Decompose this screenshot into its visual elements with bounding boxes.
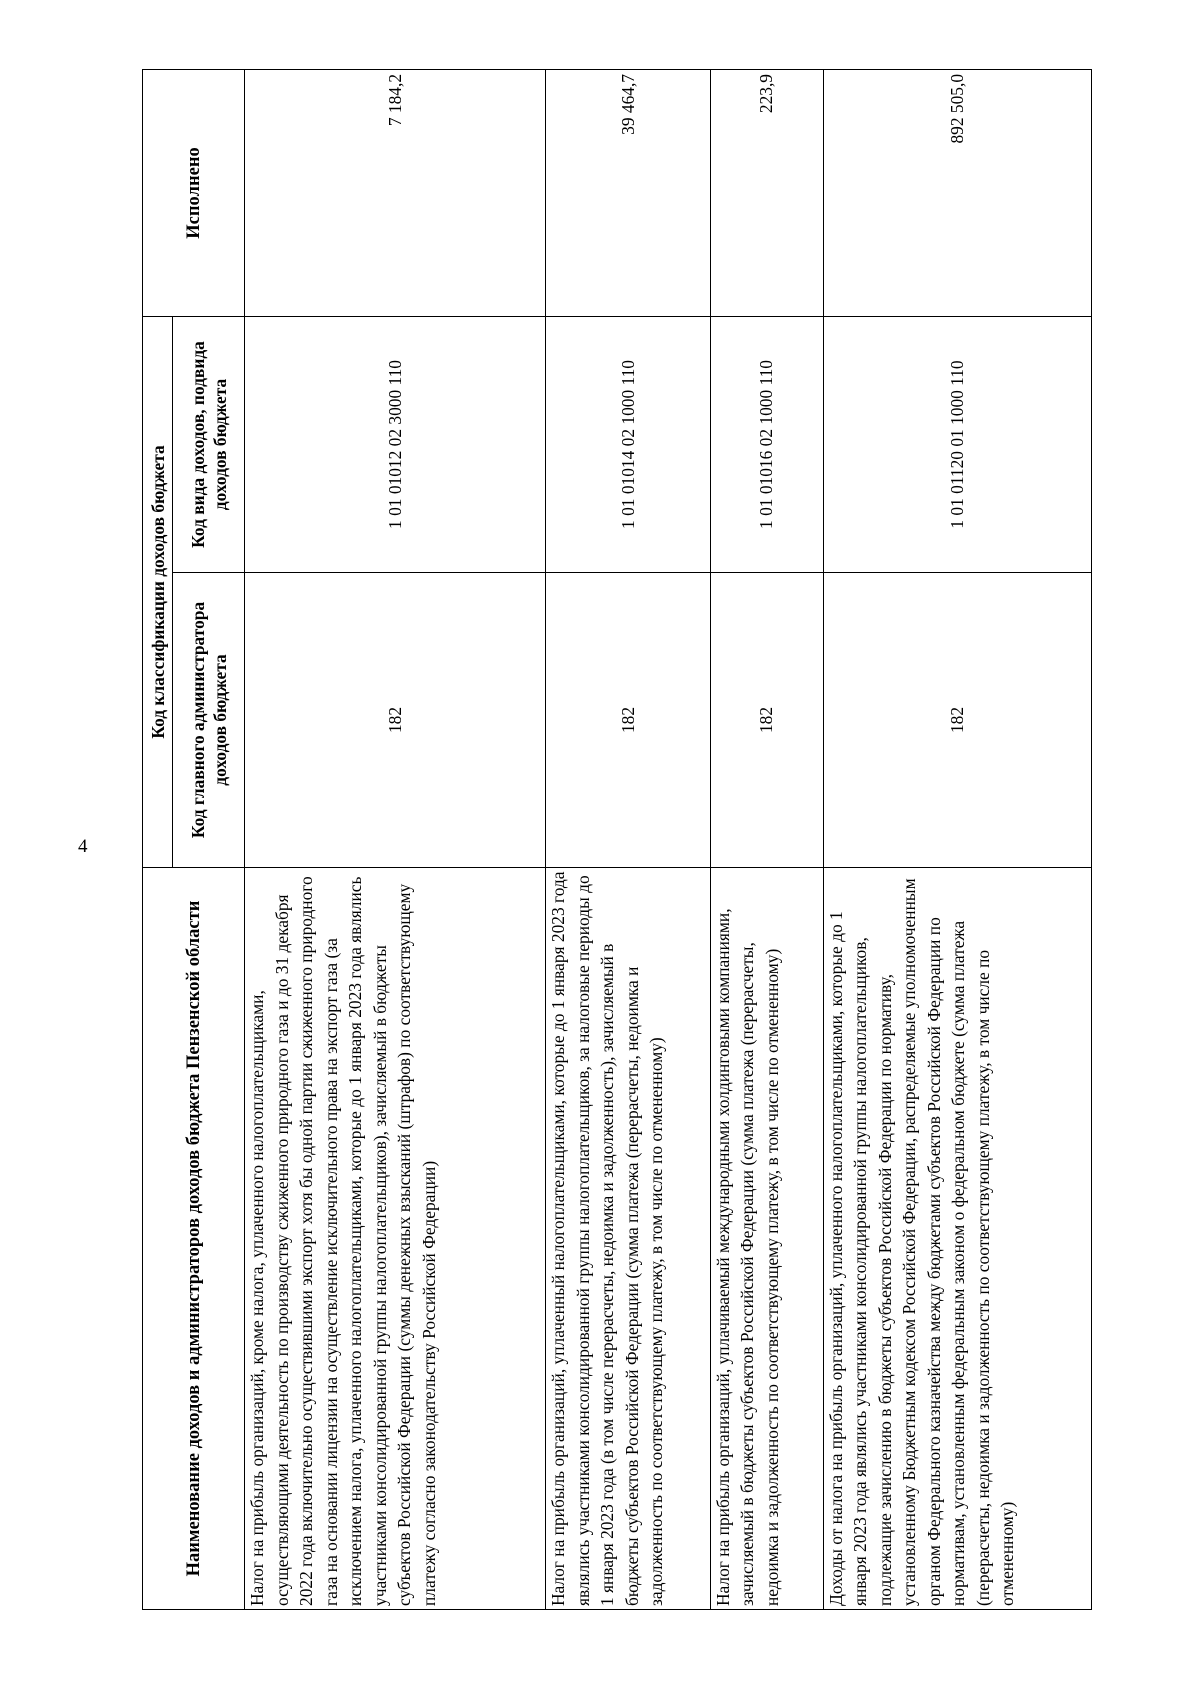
row-kind-code: 1 01 01014 02 1000 110 xyxy=(546,316,710,572)
row-admin-code: 182 xyxy=(245,573,546,868)
row-kind-code: 1 01 01012 02 3000 110 xyxy=(245,316,546,572)
header-name: Наименование доходов и администраторов доходов бюджета Пензенской области xyxy=(143,868,245,1610)
table-row xyxy=(245,69,546,1609)
header-classification-group: Код классификации доходов бюджета xyxy=(143,316,173,867)
table-row xyxy=(546,69,710,1609)
row-amount: 39 464,7 xyxy=(546,69,710,316)
table-row xyxy=(710,69,823,1609)
row-name: Налог на прибыль организаций, уплачиваемый международными холдинговыми компаниями, зачисляемый в бюджеты субъектов Российской Федерации (сумма платежа (перерасчеты, недоимка и задолженность по соответствующему платежу, в том числе по отмененному) xyxy=(710,868,823,1610)
rotated-table-container xyxy=(142,70,1092,1610)
page-number: 4 xyxy=(78,836,88,857)
row-amount: 892 505,0 xyxy=(823,69,1091,316)
row-name: Налог на прибыль организаций, кроме налога, уплаченного налогоплательщиками, осуществляющими деятельность по производству сжиженного природного газа и до 31 декабря 2022 года включительно осуществившими экспорт хотя бы одной партии сжиженного природного газа на основании лицензии на осуществление исключительного права на экспорт газа (за исключением налога, уплаченного налогоплательщиками, которые до 1 января 2023 года являлись участниками консолидированной группы налогоплательщиков), зачисляемый в бюджеты субъектов Российской Федерации (суммы денежных взысканий (штрафов) по соответствующему платежу согласно законодательству Российской Федерации) xyxy=(245,868,546,1610)
row-admin-code: 182 xyxy=(823,573,1091,868)
row-admin-code: 182 xyxy=(710,573,823,868)
row-kind-code: 1 01 01016 02 1000 110 xyxy=(710,316,823,572)
header-admin-code: Код главного администратора доходов бюджета xyxy=(173,573,245,868)
row-name: Налог на прибыль организаций, уплаченный налогоплательщиками, которые до 1 января 2023 года являлись участниками консолидированной группы налогоплательщиков, за налоговые периоды до 1 января 2023 года (в том числе перерасчеты, недоимка и задолженность), зачисляемый в бюджеты субъектов Российской Федерации (сумма платежа (перерасчеты, недоимка и задолженность по соответствующему платежу, в том числе по отмененному) xyxy=(546,868,710,1610)
row-name: Доходы от налога на прибыль организаций, уплаченного налогоплательщиками, которые до 1 января 2023 года являлись участниками консолидированной группы налогоплательщиков, подлежащие зачислению в бюджеты субъектов Российской Федерации по нормативу, установленному Бюджетным кодексом Российской Федерации, распределяемые уполномоченным органом Федерального казначейства между бюджетами субъектов Российской Федерации по нормативам, установленным федеральным законом о федеральном бюджете (сумма платежа (перерасчеты, недоимка и задолженность по соответствующему платежу, в том числе по отмененному) xyxy=(823,868,1091,1610)
row-amount: 223,9 xyxy=(710,69,823,316)
row-kind-code: 1 01 01120 01 1000 110 xyxy=(823,316,1091,572)
header-executed: Исполнено xyxy=(143,69,245,316)
table-row xyxy=(823,69,1091,1609)
row-admin-code: 182 xyxy=(546,573,710,868)
revenue-table xyxy=(142,69,1092,1610)
row-amount: 7 184,2 xyxy=(245,69,546,316)
header-kind-code: Код вида доходов, подвида доходов бюджета xyxy=(173,316,245,572)
